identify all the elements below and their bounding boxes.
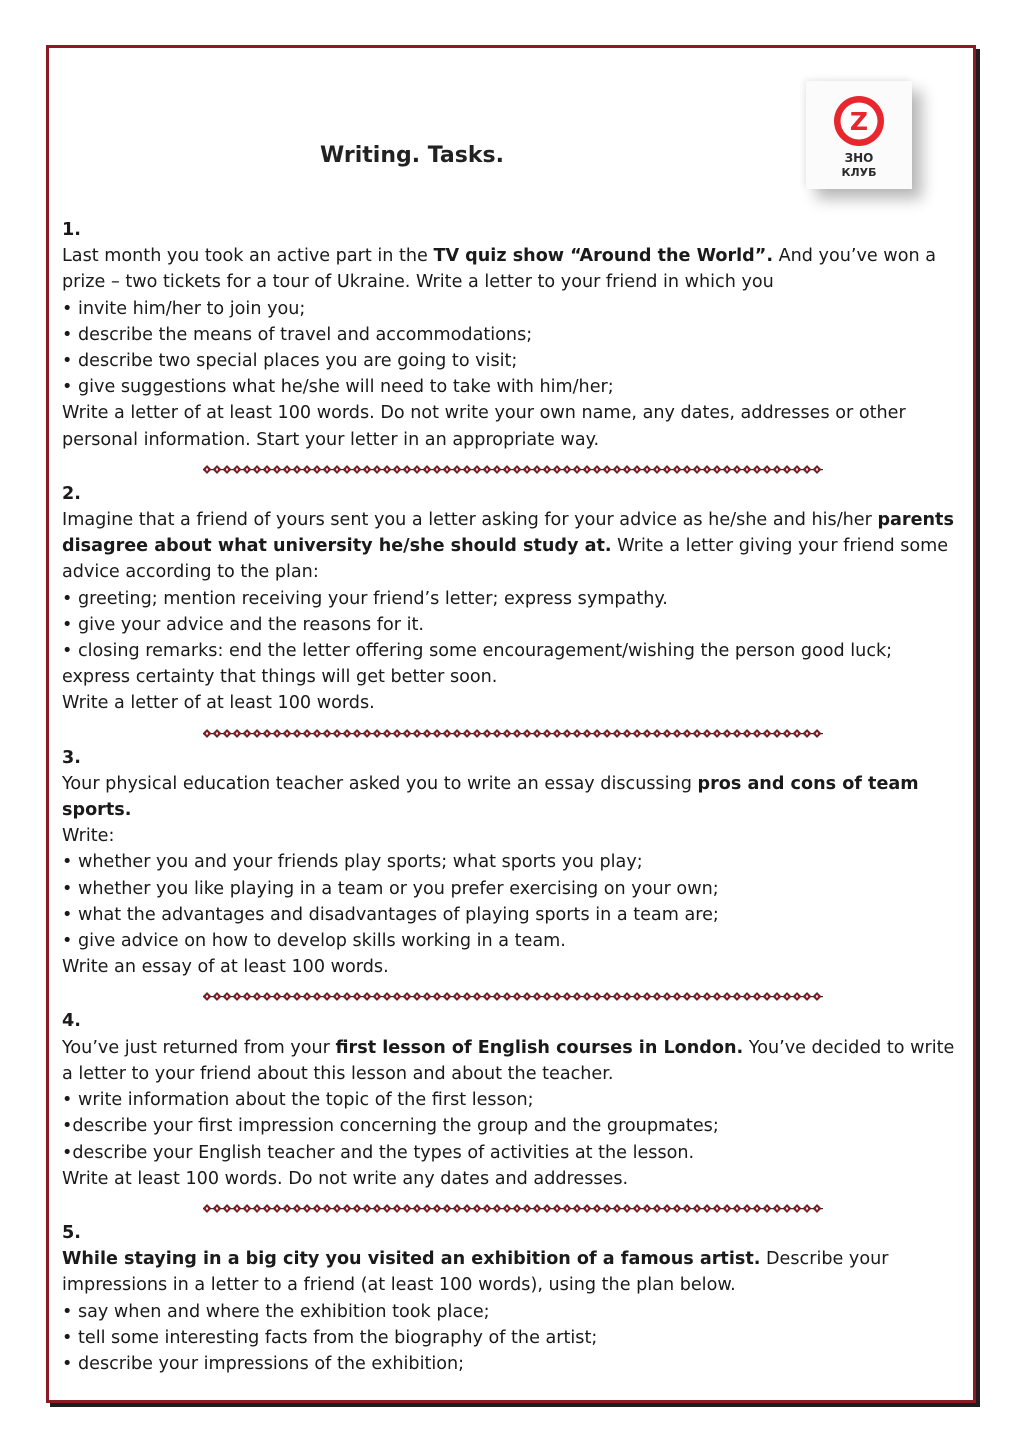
task-intro <box>62 243 962 295</box>
task-3 <box>62 745 962 981</box>
logo-letter: Z <box>849 107 869 136</box>
task-closing: Write a letter of at least 100 words. Do not write your own name, any dates, addresses or other personal information. Start your letter in an appropriate way. <box>62 403 906 450</box>
ornament-pattern-icon <box>203 1204 823 1213</box>
bullet-item: • write information about the topic of the first lesson; <box>62 1090 534 1111</box>
intro-text-cont: And you’ve won a prize – two tickets for a tour of Ukraine. Write a letter to your friend in which you <box>62 246 936 293</box>
bullet-item: • give suggestions what he/she will need to take with him/her; <box>62 377 614 398</box>
intro-bold-text: first lesson of English courses in London. <box>335 1037 744 1058</box>
bullet-item: • describe the means of travel and accommodations; <box>62 324 533 345</box>
task-bullets <box>62 296 962 401</box>
bullet-item: • greeting; mention receiving your friend’s letter; express sympathy. <box>62 588 668 609</box>
intro-text: Last month you took an active part in the <box>62 246 434 267</box>
task-bullets <box>62 1087 962 1166</box>
task-number: 5. <box>62 1222 81 1243</box>
bullet-item: • give your advice and the reasons for it. <box>62 614 424 635</box>
ornament-divider <box>203 465 823 474</box>
logo-mark-icon <box>806 81 912 189</box>
task-bullets <box>62 1299 962 1378</box>
ornament-divider <box>203 1204 823 1213</box>
bullet-item: • whether you and your friends play sports; what sports you play; <box>62 852 643 873</box>
intro-text-cont: You’ve decided to write a letter to your friend about this lesson and about the teacher. <box>62 1037 955 1084</box>
task-closing: Write a letter of at least 100 words. <box>62 693 375 714</box>
task-1 <box>62 217 962 453</box>
ornament-pattern-icon <box>203 992 823 1001</box>
task-4 <box>62 1008 962 1191</box>
page-title: Writing. Tasks. <box>320 143 504 168</box>
bullet-item: • closing remarks: end the letter offering some encouragement/wishing the person good luck; express certainty that things will get better soon. <box>62 641 893 688</box>
task-2 <box>62 481 962 717</box>
bullet-item: •describe your English teacher and the types of activities at the lesson. <box>62 1142 695 1163</box>
task-5 <box>62 1220 962 1377</box>
intro-bold-text: pros and cons of team sports. <box>62 773 919 821</box>
intro-bold-text: TV quiz show “Around the World”. <box>433 246 774 267</box>
bullet-item: • describe your impressions of the exhibition; <box>62 1353 465 1374</box>
task-bullets <box>62 586 962 691</box>
ornament-pattern-icon <box>203 465 823 474</box>
logo-line2: КЛУБ <box>841 166 877 179</box>
ornament-pattern-icon <box>203 729 823 738</box>
intro-text: Imagine that a friend of yours sent you a letter asking for your advice as he/she and his/her <box>62 510 878 531</box>
bullet-item: • invite him/her to join you; <box>62 298 306 319</box>
ornament-divider <box>203 729 823 738</box>
task-intro <box>62 771 962 823</box>
task-number: 3. <box>62 747 81 768</box>
bullet-item: • say when and where the exhibition took place; <box>62 1301 490 1322</box>
task-number: 2. <box>62 483 81 504</box>
bullet-item: • describe two special places you are going to visit; <box>62 351 518 372</box>
logo-line1: ЗНО <box>844 151 874 165</box>
bullet-item: • what the advantages and disadvantages of playing sports in a team are; <box>62 904 719 925</box>
ornament-divider <box>203 992 823 1001</box>
task-sub-heading: Write: <box>62 826 115 847</box>
task-closing: Write at least 100 words. Do not write any dates and addresses. <box>62 1168 629 1189</box>
tasks-list <box>62 217 962 1377</box>
bullet-item: • tell some interesting facts from the biography of the artist; <box>62 1327 598 1348</box>
intro-text-cont: Describe your impressions in a letter to a friend (at least 100 words), using the plan below. <box>62 1249 889 1296</box>
task-intro <box>62 1035 962 1087</box>
intro-bold-text: parents disagree about what university he/she should study at. <box>62 510 954 557</box>
zno-club-logo <box>806 81 912 189</box>
intro-text: You’ve just returned from your <box>62 1037 336 1058</box>
bullet-item: •describe your first impression concerning the group and the groupmates; <box>62 1116 719 1137</box>
task-closing: Write an essay of at least 100 words. <box>62 957 389 978</box>
bullet-item: • whether you like playing in a team or you prefer exercising on your own; <box>62 878 719 899</box>
task-number: 1. <box>62 220 81 240</box>
task-number: 4. <box>62 1011 81 1032</box>
task-bullets <box>62 849 962 954</box>
intro-bold-text: While staying in a big city you visited an exhibition of a famous artist. <box>62 1249 761 1270</box>
task-intro <box>62 507 962 586</box>
task-intro <box>62 1246 962 1298</box>
intro-text-cont: Write a letter giving your friend some advice according to the plan: <box>62 536 949 583</box>
bullet-item: • give advice on how to develop skills working in a team. <box>62 931 566 952</box>
intro-text: Your physical education teacher asked you to write an essay discussing <box>62 773 698 794</box>
